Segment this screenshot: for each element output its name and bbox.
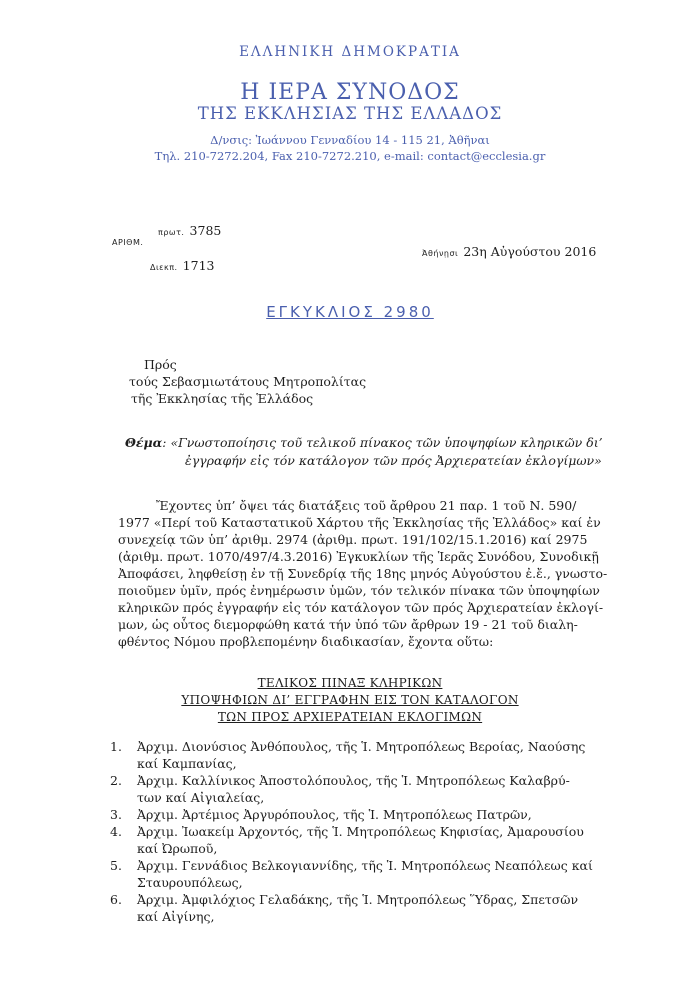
dispatch-number	[150, 255, 214, 274]
holy-synod-heading: Η ΙΕΡΑ ΣΥΝΟΔΟΣ	[240, 80, 460, 105]
item-number: 1.	[110, 739, 122, 754]
number-label: ΑΡΙΘΜ.	[112, 238, 144, 247]
date-value: 23η Αὐγούστου 2016	[463, 244, 597, 259]
church-of-greece-heading: ΤΗΣ ΕΚΚΛΗΣΙΑΣ ΤΗΣ ΕΛΛΑΔΟΣ	[197, 104, 503, 123]
paragraph-line: μων, ὡς οὗτος διεμορφώθη κατά τήν ὑπό τῶν ἄρθρων 19 - 21 τοῦ διαλη-	[118, 617, 578, 632]
item-text-line-2: καί Αἰγίνης,	[137, 909, 215, 924]
hellenic-republic-heading: ΕΛΛΗΝΙΚΗ ΔΗΜΟΚΡΑΤΙΑ	[239, 44, 461, 60]
item-text-line-2: καί Ὠρωποῦ,	[137, 841, 218, 856]
place-label: Ἀθήνῃσι	[422, 249, 459, 258]
paragraph-line: κληρικῶν πρός ἐγγραφήν εἰς τόν κατάλογον τῶν πρός Ἀρχιερατείαν ἐκλογί-	[118, 600, 604, 615]
item-text-line-1: Ἀρχιμ. Γεννάδιος Βελκογιαννίδης, τῆς Ἱ. Μητροπόλεως Νεαπόλεως καί	[137, 858, 593, 873]
document-date	[422, 241, 596, 260]
item-text-line-1: Ἀρχιμ. Ἰωακείμ Ἀρχοντός, τῆς Ἱ. Μητροπόλεως Κηφισίας, Ἀμαρουσίου	[137, 824, 584, 839]
paragraph-line: Ἀποφάσει, ληφθείσῃ ἐν τῇ Συνεδρίᾳ τῆς 18ης μηνός Αὐγούστου ἐ.ἔ., γνωστο-	[118, 566, 608, 581]
paragraph-line: Ἔχοντες ὑπ’ ὄψει τάς διατάξεις τοῦ ἄρθρου 21 παρ. 1 τοῦ Ν. 590/	[156, 498, 577, 513]
item-number: 2.	[110, 773, 122, 788]
subject-label: Θέμα	[125, 435, 163, 450]
item-number: 5.	[110, 858, 122, 873]
item-number: 6.	[110, 892, 122, 907]
paragraph-line: (ἀριθμ. πρωτ. 1070/497/4.3.2016) Ἐγκυκλίων τῆς Ἱερᾶς Συνόδου, Συνοδικῇ	[118, 549, 599, 564]
item-text-line-2: των καί Αἰγιαλείας,	[137, 790, 265, 805]
item-text-line-2: Σταυρουπόλεως,	[137, 875, 243, 890]
dispatch-value: 1713	[182, 258, 215, 273]
list-title-line-1: ΤΕΛΙΚΟΣ ΠΙΝΑΞ ΚΛΗΡΙΚΩΝ	[257, 676, 443, 690]
item-text-line-1: Ἀρχιμ. Διονύσιος Ἀνθόπουλος, τῆς Ἱ. Μητροπόλεως Βεροίας, Ναούσης	[137, 739, 586, 754]
subject-line-2: ἐγγραφήν εἰς τόν κατάλογον τῶν πρός Ἀρχιερατείαν ἐκλογίμων»	[185, 453, 602, 468]
recipient-line-1: Πρός	[144, 357, 177, 372]
recipient-line-2: τούς Σεβασμιωτάτους Μητροπολίτας	[129, 374, 367, 389]
item-text-line-2: καί Καμπανίας,	[137, 756, 237, 771]
contact-line: Τηλ. 210-7272.204, Fax 210-7272.210, e-mail: contact@ecclesia.gr	[154, 149, 546, 163]
protocol-label: πρωτ.	[158, 228, 185, 237]
body-paragraph	[118, 497, 612, 650]
protocol-value: 3785	[189, 223, 222, 238]
encyclical-title: ΕΓΚΥΚΛΙΟΣ 2980	[266, 303, 434, 321]
protocol-number	[158, 220, 221, 239]
subject-block	[125, 434, 605, 468]
paragraph-line: φθέντος Νόμου προβλεπομένην διαδικασίαν, ἔχοντα οὕτω:	[118, 634, 494, 649]
dispatch-label: Διεκπ.	[150, 263, 178, 272]
item-text-line-1: Ἀρχιμ. Ἀμφιλόχιος Γελαδάκης, τῆς Ἱ. Μητροπόλεως Ὕδρας, Σπετσῶν	[137, 892, 579, 907]
paragraph-line: συνεχείᾳ τῶν ὑπ’ ἀριθμ. 2974 (ἀριθμ. πρωτ. 191/102/15.1.2016) καί 2975	[118, 532, 588, 547]
list-title-line-2: ΥΠΟΨΗΦΙΩΝ ΔΙ’ ΕΓΓΡΑΦΗΝ ΕΙΣ ΤΟΝ ΚΑΤΑΛΟΓΟΝ	[181, 693, 519, 707]
paragraph-line: ποιοῦμεν ὑμῖν, πρός ἐνημέρωσιν ὑμῶν, τόν τελικόν πίνακα τῶν ὑποψηφίων	[118, 583, 600, 598]
item-text-line-1: Ἀρχιμ. Καλλίνικος Ἀποστολόπουλος, τῆς Ἱ. Μητροπόλεως Καλαβρύ-	[137, 773, 570, 788]
item-number: 3.	[110, 807, 122, 822]
subject-line-1: : «Γνωστοποίησις τοῦ τελικοῦ πίνακος τῶν ὑποψηφίων κληρικῶν δι’	[162, 435, 603, 450]
address-line: Δ/νσις: Ἰωάννου Γενναδίου 14 - 115 21, Ἀθῆναι	[210, 133, 490, 147]
item-number: 4.	[110, 824, 122, 839]
paragraph-line: 1977 «Περί τοῦ Καταστατικοῦ Χάρτου τῆς Ἐκκλησίας τῆς Ἑλλάδος» καί ἐν	[118, 515, 601, 530]
recipient-line-3: τῆς Ἐκκλησίας τῆς Ἑλλάδος	[131, 391, 314, 406]
list-title-line-3: ΤΩΝ ΠΡΟΣ ΑΡΧΙΕΡΑΤΕΙΑΝ ΕΚΛΟΓΙΜΩΝ	[217, 710, 483, 724]
item-text-line-1: Ἀρχιμ. Ἀρτέμιος Ἀργυρόπουλος, τῆς Ἱ. Μητροπόλεως Πατρῶν,	[137, 807, 532, 822]
